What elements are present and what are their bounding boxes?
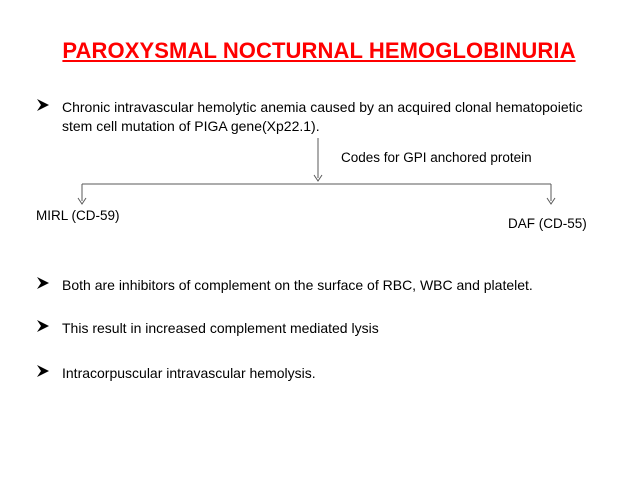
arrowhead-bullet-icon [36, 319, 50, 333]
left-label: MIRL (CD-59) [36, 208, 120, 223]
bullet-text: Both are inhibitors of complement on the surface of RBC, WBC and platelet. [62, 277, 533, 293]
slide-title: PAROXYSMAL NOCTURNAL HEMOGLOBINURIA [62, 38, 576, 63]
right-label: DAF (CD-55) [508, 216, 587, 231]
bullet-text: Chronic intravascular hemolytic anemia caused by an acquired clonal hematopoietic stem cell mutation of PIGA gene(Xp22.1). [62, 99, 583, 134]
bullet-text: This result in increased complement mediated lysis [62, 320, 379, 336]
bullet-item [36, 319, 596, 338]
arrowhead-bullet-icon [36, 276, 50, 290]
arrowhead-bullet-icon [36, 364, 50, 378]
bullet-item [36, 276, 596, 295]
bullet-text: Intracorpuscular intravascular hemolysis. [62, 365, 316, 381]
bullet-item [36, 364, 596, 383]
center-label: Codes for GPI anchored protein [341, 150, 532, 165]
